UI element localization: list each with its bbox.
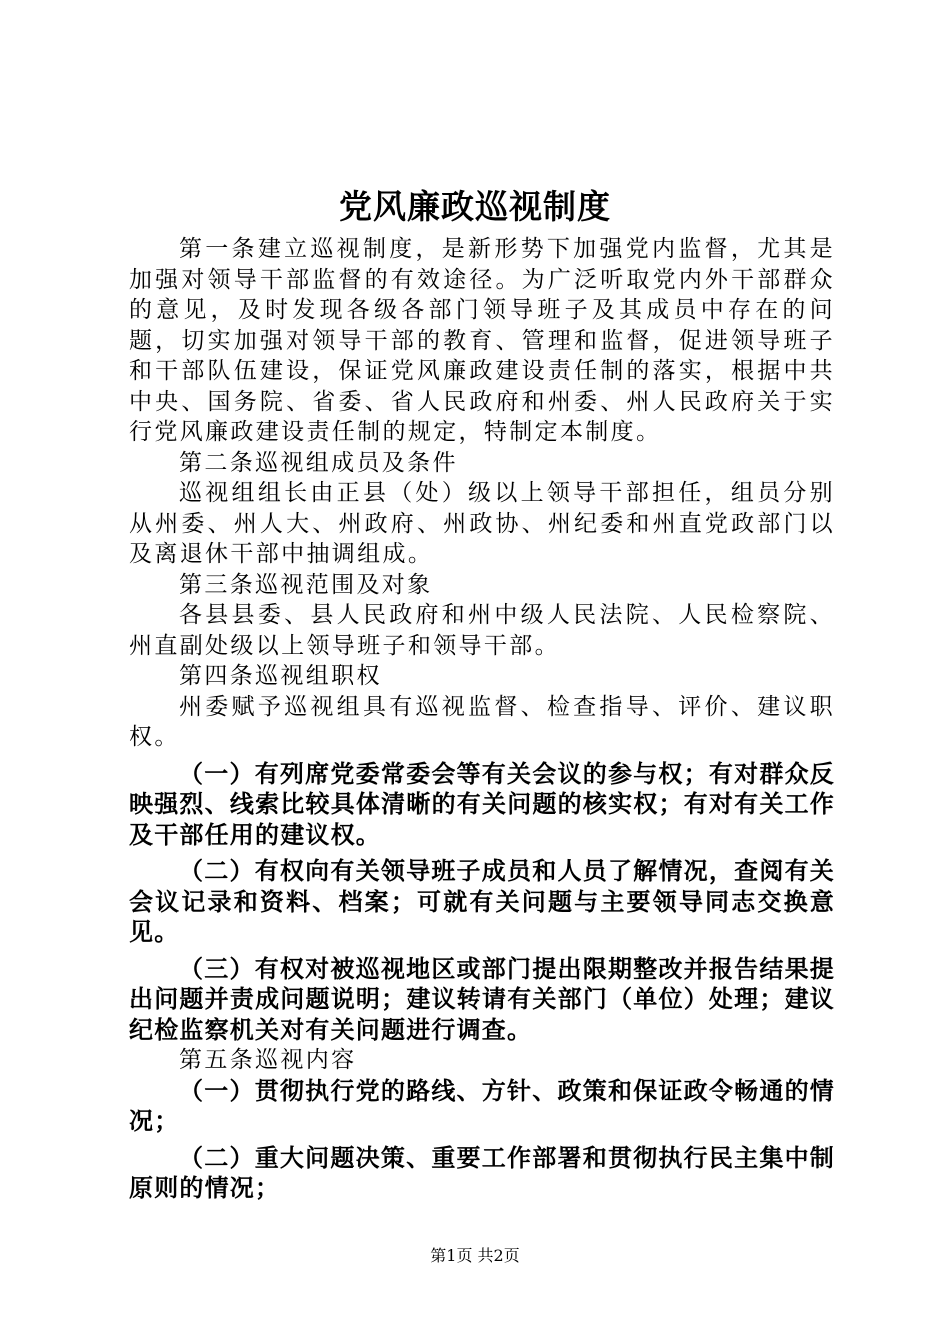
paragraph-article-1: 第一条建立巡视制度，是新形势下加强党内监督，尤其是加强对领导干部监督的有效途径。为广泛听取党内外干部群众的意见，及时发现各级各部门领导班子及其成员中存在的问题，切实加强对领导干部的教育、管理和监督，促进领导班子和干部队伍建设，保证党风廉政建设责任制的落实，根据中共中央、国务院、省委、省人民政府和州委、州人民政府关于实行党风廉政建设责任制的规定，特制定本制度。 [129, 236, 835, 445]
page-footer: 第1页 共2页 [430, 1246, 520, 1265]
document-title: 党风廉政巡视制度 [339, 187, 611, 226]
paragraph-power-3: （三）有权对被巡视地区或部门提出限期整改并报告结果提出问题并责成问题说明；建议转请有关部门（单位）处理；建议纪检监察机关对有关问题进行调查。 [129, 954, 835, 1044]
paragraph-power-2: （二）有权向有关领导班子成员和人员了解情况，查阅有关会议记录和资料、档案；可就有关问题与主要领导同志交换意见。 [129, 857, 835, 946]
paragraph-article-4-body: 州委赋予巡视组具有巡视监督、检查指导、评价、建议职权。 [129, 693, 835, 750]
paragraph-article-4-heading: 第四条巡视组职权 [179, 663, 382, 689]
paragraph-article-3-body: 各县县委、县人民政府和州中级人民法院、人民检察院、州直副处级以上领导班子和领导干部。 [129, 602, 835, 659]
paragraph-power-1: （一）有列席党委常委会等有关会议的参与权；有对群众反映强烈、线索比较具体清晰的有关问题的核实权；有对有关工作及干部任用的建议权。 [129, 759, 835, 849]
paragraph-content-2: （二）重大问题决策、重要工作部署和贯彻执行民主集中制原则的情况； [129, 1143, 835, 1202]
paragraph-content-1: （一）贯彻执行党的路线、方针、政策和保证政令畅通的情况； [129, 1076, 835, 1135]
paragraph-article-3-heading: 第三条巡视范围及对象 [179, 571, 433, 598]
paragraph-article-5-heading: 第五条巡视内容 [179, 1047, 357, 1073]
paragraph-article-2-body: 巡视组组长由正县（处）级以上领导干部担任，组员分别从州委、州人大、州政府、州政协、州纪委和州直党政部门以及离退休干部中抽调组成。 [129, 480, 835, 567]
paragraph-article-2-heading: 第二条巡视组成员及条件 [179, 449, 458, 476]
document-body [129, 234, 835, 1204]
